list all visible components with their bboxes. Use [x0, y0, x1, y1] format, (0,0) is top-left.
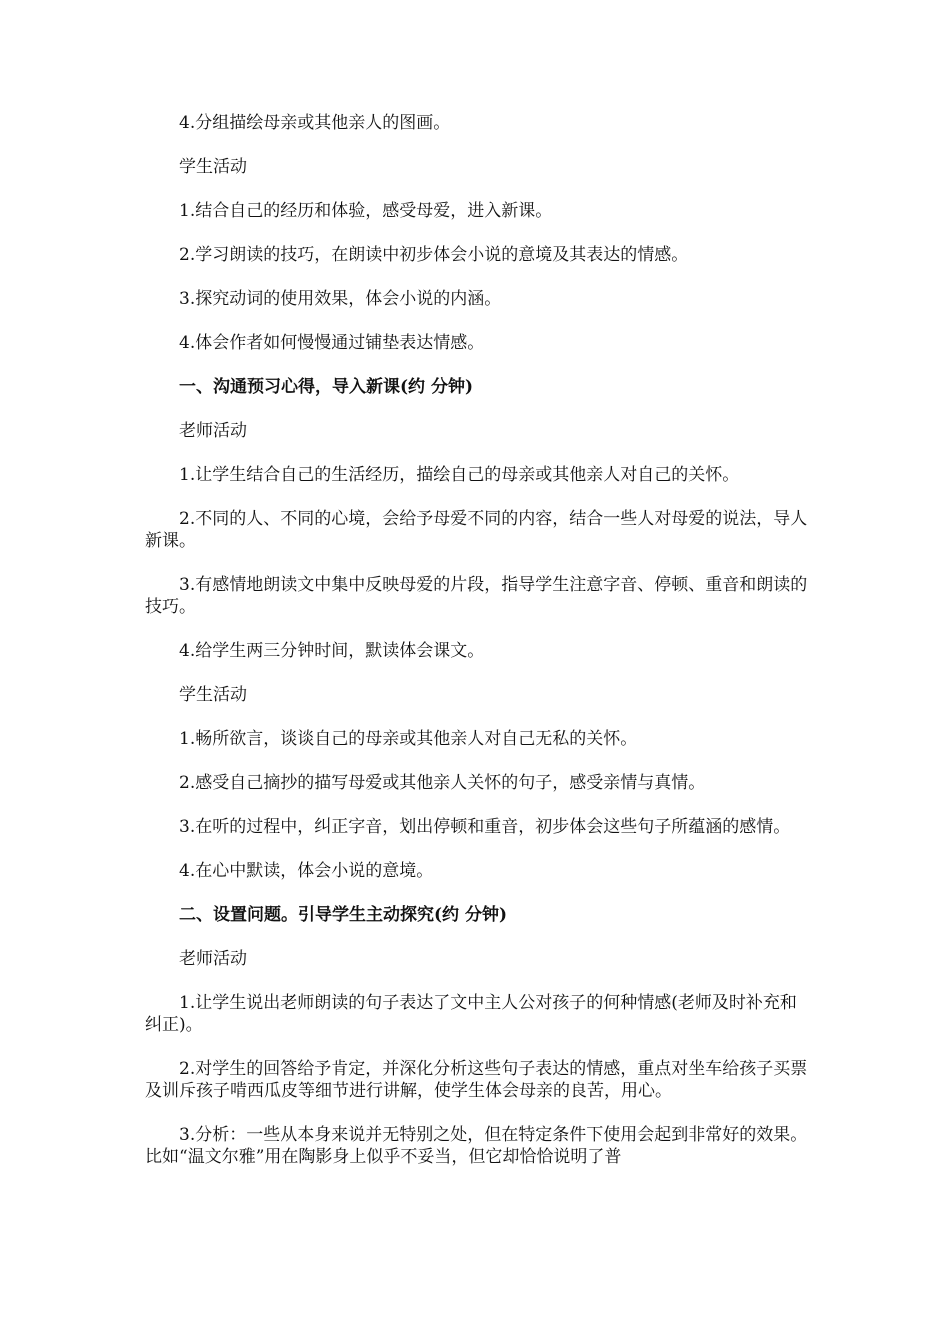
paragraph: 1.让学生说出老师朗读的句子表达了文中主人公对孩子的何种情感(老师及时补充和纠正)。: [145, 993, 797, 1035]
paragraph: 3.探究动词的使用效果，体会小说的内涵。: [179, 289, 502, 309]
paragraph: 1.畅所欲言，谈谈自己的母亲或其他亲人对自己无私的关怀。: [179, 729, 638, 749]
section-heading: 一、沟通预习心得，导入新课(约 分钟): [179, 377, 474, 397]
paragraph: 2.不同的人、不同的心境，会给予母爱不同的内容，结合一些人对母爱的说法，导人新课。: [145, 509, 808, 551]
paragraph: 3.分析：一些从本身来说并无特别之处，但在特定条件下使用会起到非常好的效果。比如“温文尔雅”用在陶影身上似乎不妥当，但它却恰恰说明了普: [145, 1125, 808, 1167]
paragraph: 2.感受自己摘抄的描写母爱或其他亲人关怀的句子，感受亲情与真情。: [179, 773, 706, 793]
section-label: 老师活动: [179, 949, 247, 969]
paragraph: 4.体会作者如何慢慢通过铺垫表达情感。: [179, 333, 485, 353]
paragraph: 4.分组描绘母亲或其他亲人的图画。: [179, 113, 451, 133]
section-label: 学生活动: [179, 685, 247, 705]
paragraph: 1.让学生结合自己的生活经历，描绘自己的母亲或其他亲人对自己的关怀。: [179, 465, 740, 485]
paragraph: 3.有感情地朗读文中集中反映母爱的片段，指导学生注意字音、停顿、重音和朗读的技巧。: [145, 575, 808, 617]
paragraph: 3.在听的过程中，纠正字音，划出停顿和重音，初步体会这些句子所蕴涵的感情。: [179, 817, 791, 837]
paragraph: 4.给学生两三分钟时间，默读体会课文。: [179, 641, 485, 661]
paragraph: 4.在心中默读，体会小说的意境。: [179, 861, 434, 881]
paragraph: 2.学习朗读的技巧，在朗读中初步体会小说的意境及其表达的情感。: [179, 245, 689, 265]
paragraph: 1.结合自己的经历和体验，感受母爱，进入新课。: [179, 201, 553, 221]
section-heading: 二、设置问题。引导学生主动探究(约 分钟): [179, 905, 508, 925]
section-label: 学生活动: [179, 157, 247, 177]
paragraph: 2.对学生的回答给予肯定，并深化分析这些句子表达的情感，重点对坐车给孩子买票及训斥孩子啃西瓜皮等细节进行讲解，使学生体会母亲的良苦，用心。: [145, 1059, 808, 1101]
document-page: [145, 112, 810, 1190]
section-label: 老师活动: [179, 421, 247, 441]
